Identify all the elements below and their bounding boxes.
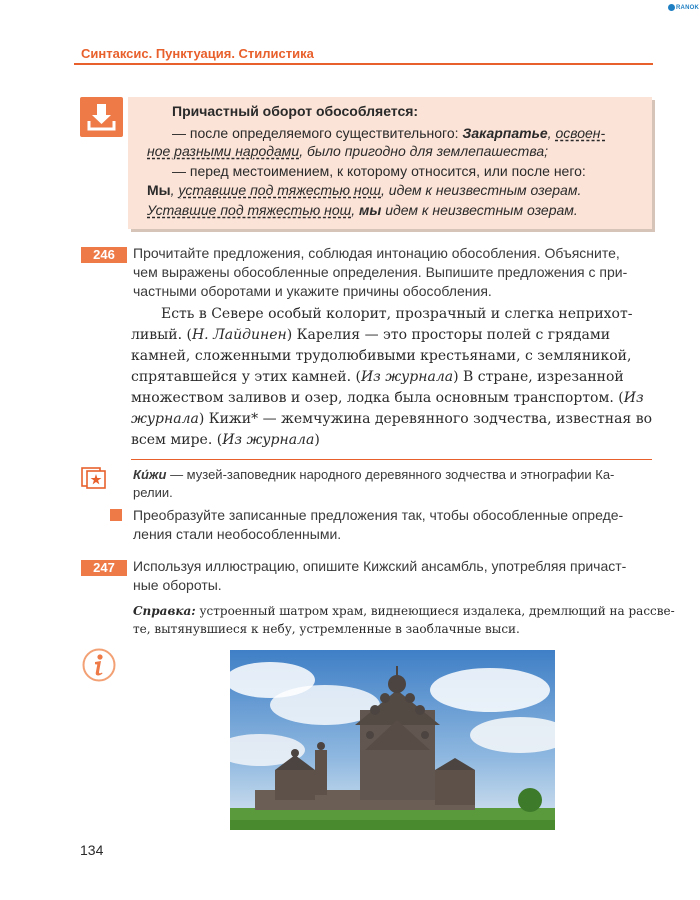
text-span: ) Кижи* — жемчужина деревянного зодчества, известная во (198, 411, 653, 427)
extra-task-line: Преобразуйте записанные предложения так, чтобы обособленные опреде- (133, 507, 624, 523)
exercise-246-text-line (131, 325, 610, 346)
footnote-divider (131, 459, 652, 460)
footnote-line: релии. (133, 485, 173, 500)
rule-example-pronoun: мы (359, 202, 382, 218)
rule-example-participle: Уставшие под тяжестью нош (147, 202, 352, 218)
rule-text: , (170, 182, 179, 198)
text-span: ) (314, 432, 320, 448)
rule-example-participle: уставшие под тяжестью нош (178, 182, 382, 198)
exercise-246-text-line (131, 367, 624, 388)
source-name: Из журнала (222, 432, 315, 448)
rule-example-participle: освоен- (555, 125, 606, 141)
rule-title: Причастный оборот обособляется: (172, 103, 419, 119)
info-icon (82, 648, 116, 682)
text-span: множеством заливов и озер, лодка была основным транспортом. ( (131, 390, 624, 406)
footnote-line (133, 466, 614, 484)
logo-icon (668, 4, 675, 11)
rule-example-text: идем к неизвестным озерам. (381, 202, 578, 218)
star-note-icon (81, 467, 107, 489)
exercise-247-task-line: Используя иллюстрацию, опишите Кижский ансамбль, употребляя причаст- (133, 558, 627, 574)
source-name: журнала (131, 411, 199, 427)
rule-example-noun: Закарпатье (462, 125, 548, 141)
rule-line-3: — перед местоимением, к которому относится, или после него: (172, 163, 586, 179)
page-number: 134 (80, 842, 104, 858)
task-marker-square (110, 509, 122, 521)
rule-example-pronoun: Мы (147, 182, 171, 198)
footnote-term: Ки́жи (133, 467, 167, 482)
kizhi-church-photo (230, 650, 555, 830)
text-span: ) В стране, изрезанной (453, 369, 624, 385)
download-icon (80, 97, 123, 137)
exercise-246-text-line: Есть в Севере особый колорит, прозрачный и слегка неприхот- (161, 306, 633, 322)
reference-line (133, 602, 675, 620)
header-divider (74, 63, 653, 65)
logo-text: RANOK (676, 5, 699, 11)
reference-text: устроенный шатром храм, виднеющиеся издалека, дремлющий на рассве- (195, 604, 675, 618)
exercise-246-text-line (131, 409, 652, 430)
rule-line-5 (147, 201, 578, 219)
text-span: спрятавшейся у этих камней. ( (131, 369, 361, 385)
rule-line-4 (147, 181, 581, 199)
text-span: ) Карелия — это просторы полей с грядами (286, 327, 611, 343)
author-name: Н. Лайдинен (191, 327, 287, 343)
rule-line-1 (172, 124, 605, 142)
rule-example-text: , было пригодно для землепашества; (299, 143, 548, 159)
exercise-number-247: 247 (81, 560, 127, 576)
exercise-246-task-line: чем выражены обособленные определения. Выпишите предложения с при- (133, 264, 628, 280)
source-name: Из журнала (360, 369, 454, 385)
exercise-246-text-line (131, 388, 644, 409)
rule-text: , (351, 202, 360, 218)
footnote-text: — музей-заповедник народного деревянного зодчества и этнографии Ка- (166, 467, 615, 482)
exercise-246-task-line: частными оборотами и укажите причины обособления. (133, 283, 492, 299)
running-title: Синтаксис. Пунктуация. Стилистика (81, 46, 314, 61)
reference-line: те, вытянувшиеся к небу, устремленные в заоблачные выси. (133, 622, 520, 636)
exercise-246-task-line: Прочитайте предложения, соблюдая интонацию обособления. Объясните, (133, 245, 620, 261)
exercise-247-task-line: ные обороты. (133, 577, 222, 593)
rule-example-text: , идем к неизвестным озерам. (381, 182, 582, 198)
rule-example-participle: ное разными народами (147, 143, 300, 159)
text-span: всем мире. ( (131, 432, 223, 448)
exercise-246-text-line (131, 430, 320, 451)
exercise-246-text-line: камней, сложенными трудолюбивыми крестьянами, с земляникой, (131, 348, 632, 364)
rule-text: , (547, 125, 556, 141)
publisher-logo (668, 4, 699, 18)
exercise-number-246: 246 (81, 247, 127, 263)
rule-line-2 (147, 142, 548, 160)
rule-text: — после определяемого существительного: (172, 125, 463, 141)
source-name: Из (623, 390, 644, 406)
extra-task-line: ления стали необособленными. (133, 526, 342, 542)
reference-label: Справка: (133, 604, 196, 618)
text-span: ливый. ( (131, 327, 192, 343)
